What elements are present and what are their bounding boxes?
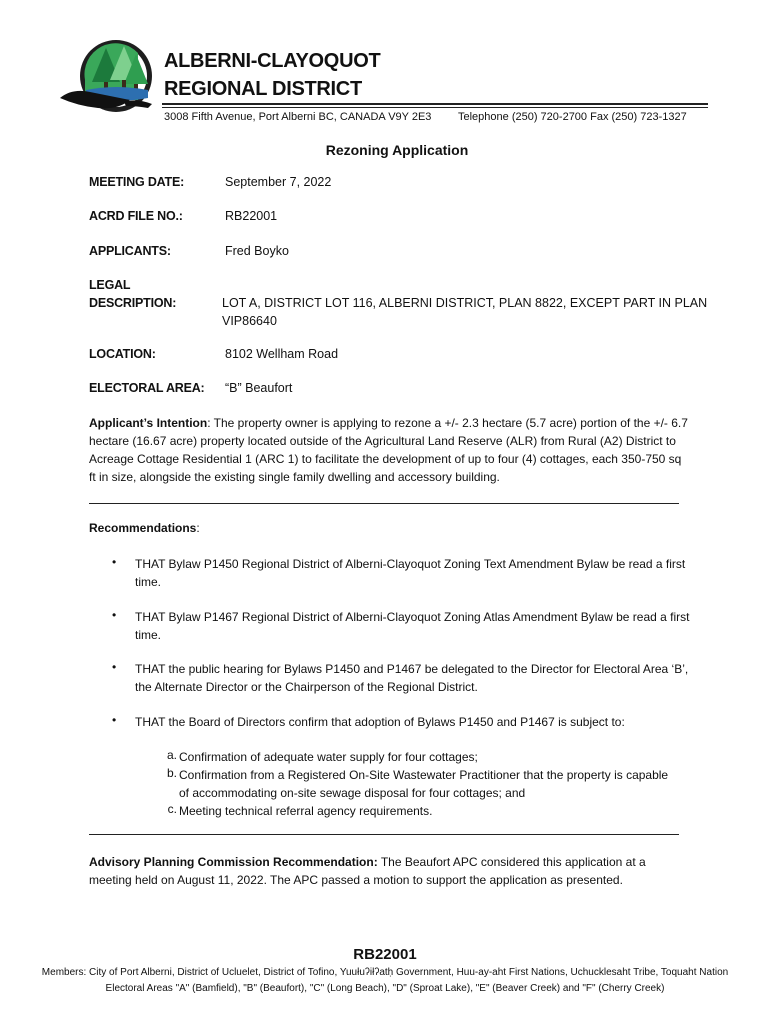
file-number-label: ACRD FILE NO.: [89, 209, 183, 223]
bullet-icon: • [112, 713, 117, 727]
apc-label: Advisory Planning Commission Recommendation: [89, 855, 378, 869]
legal-label-line2: DESCRIPTION: [89, 296, 177, 310]
sub-item-text: Meeting technical referral agency requirements. [179, 804, 433, 818]
legal-label-line1: LEGAL [89, 278, 131, 292]
org-name-line1: ALBERNI-CLAYOQUOT [164, 50, 381, 72]
bullet-icon: • [112, 555, 117, 569]
meeting-date-value: September 7, 2022 [225, 175, 332, 189]
sub-item-letter: c. [167, 802, 177, 816]
recommendation-item: THAT the public hearing for Bylaws P1450 and P1467 be delegated to the Director for Electoral Area ‘B’, the Alternate Director or the Chairperson of the Regional District. [135, 662, 689, 694]
legal-description-line2: VIP86640 [222, 314, 277, 328]
applicants-label: APPLICANTS: [89, 244, 171, 258]
org-address: 3008 Fifth Avenue, Port Alberni BC, CANADA V9Y 2E3 [164, 111, 432, 123]
bullet-icon: • [112, 608, 117, 622]
footer-electoral-areas: Electoral Areas "A" (Bamfield), "B" (Beaufort), "C" (Long Beach), "D" (Sproat Lake), "E" (Beaver Creek) and "F" (Cherry Creek) [105, 983, 665, 994]
header-rule-thin [162, 107, 708, 108]
apc-text: The Beaufort APC considered this application at a meeting held on August 11, 2022. The APC passed a motion to support the application as presented. [89, 855, 646, 887]
footer-file-code: RB22001 [353, 946, 417, 963]
intention-text: : The property owner is applying to rezone a +/- 2.3 hectare (5.7 acre) portion of the +/- 6.7 hectare (16.67 acre) property located outside of the Agricultural Land Reserve (ALR) from Rural (A2) District to Acreage Cottage Residential 1 (ARC 1) to facilitate the development of up to four (4) cottages, each 350-750 sq ft in size, alongside the existing single family dwelling and accessory building. [89, 416, 688, 484]
footer-members: Members: City of Port Alberni, District of Ucluelet, District of Tofino, Yuułuʔiłʔatḥ Government, Huu-ay-aht First Nations, Uchucklesaht Tribe, Toquaht Nation [41, 967, 729, 978]
applicant-intention [89, 414, 689, 486]
trees-whale-logo [58, 38, 158, 118]
recommendations-heading: Recommendations: [89, 521, 200, 535]
recommendation-item: THAT Bylaw P1450 Regional District of Alberni-Clayoquot Zoning Text Amendment Bylaw be read a first time. [135, 557, 686, 589]
sub-item-letter: a. [166, 748, 177, 762]
section-divider [89, 503, 679, 504]
recommendation-item: THAT Bylaw P1467 Regional District of Alberni-Clayoquot Zoning Atlas Amendment Bylaw be read a first time. [135, 610, 690, 642]
section-divider [89, 834, 679, 835]
bullet-icon: • [112, 660, 117, 674]
location-label: LOCATION: [89, 347, 156, 361]
electoral-area-label: ELECTORAL AREA: [89, 381, 205, 395]
document-title: Rezoning Application [325, 142, 469, 158]
sub-item-text: Confirmation from a Registered On-Site Wastewater Practitioner that the property is capable of accommodating on-site sewage disposal for four cottages; and [179, 768, 669, 800]
location-value: 8102 Wellham Road [225, 347, 339, 361]
apc-recommendation [89, 853, 669, 889]
org-phone-fax: Telephone (250) 720-2700 Fax (250) 723-1327 [458, 111, 687, 123]
electoral-area-value: “B” Beaufort [225, 381, 293, 395]
recommendation-item: THAT the Board of Directors confirm that adoption of Bylaws P1450 and P1467 is subject to: [135, 715, 625, 729]
org-name-line2: REGIONAL DISTRICT [164, 78, 362, 100]
legal-description-line1: LOT A, DISTRICT LOT 116, ALBERNI DISTRICT, PLAN 8822, EXCEPT PART IN PLAN [222, 296, 708, 310]
header-rule [162, 103, 708, 105]
applicants-value: Fred Boyko [225, 244, 289, 258]
intention-label: Applicant’s Intention [89, 416, 208, 430]
sub-item-text: Confirmation of adequate water supply for four cottages; [179, 750, 478, 764]
file-number-value: RB22001 [225, 209, 278, 223]
sub-item-letter: b. [166, 766, 177, 780]
meeting-date-label: MEETING DATE: [89, 175, 185, 189]
